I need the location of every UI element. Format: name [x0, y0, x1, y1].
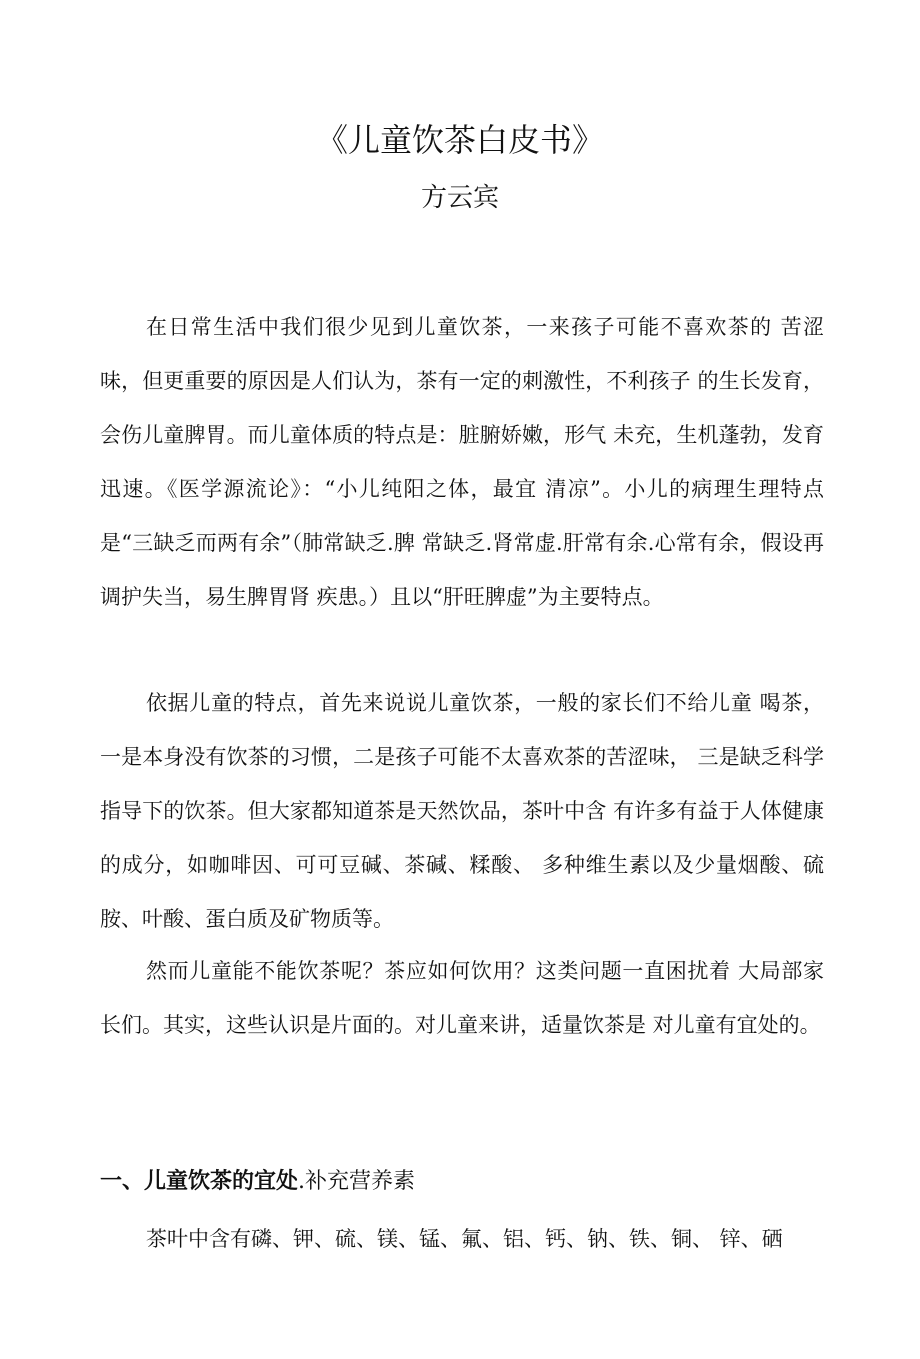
paragraph-2: 依据儿童的特点，首先来说说儿童饮茶，一般的家长们不给儿童 喝茶，一是本身没有饮茶的习惯，二是孩子可能不太喜欢茶的苦涩味， 三是缺乏科学指导下的饮茶。但大家都知道茶是天然饮品，茶叶中含 有许多有益于人体健康的成分，如咖啡因、可可豆碱、茶碱、糅酸、 多种维生素以及少量烟酸、硫胺、叶酸、蛋白质及矿物质等。: [100, 691, 824, 931]
paragraph-3: 然而儿童能不能饮茶呢？茶应如何饮用？这类问题一直困扰着 大局部家长们。其实，这些认识是片面的。对儿童来讲，适量饮茶是 对儿童有宜处的。: [100, 959, 824, 1037]
section-heading: [100, 1160, 824, 1204]
paragraph-1: 在日常生活中我们很少见到儿童饮茶，一来孩子可能不喜欢茶的 苦涩味，但更重要的原因是人们认为，茶有一定的刺激性，不利孩子 的生长发育，会伤儿童脾胃。而儿童体质的特点是：脏腑娇嫩，形气 未充，生机蓬勃，发育迅速。《医学源流论》：“小儿纯阳之体，最宜 清凉”。小儿的病理生理特点是“三缺乏而两有余”（肺常缺乏.脾 常缺乏.肾常虚.肝常有余.心常有余，假设再调护失当，易生脾胃肾 疾患。）且以“肝旺脾虚”为主要特点。: [100, 315, 824, 609]
section-paragraph: 茶叶中含有磷、钾、硫、镁、锰、氟、铝、钙、钠、铁、铜、 锌、硒: [146, 1227, 783, 1251]
document-author: 方云宾: [420, 183, 499, 213]
section-heading-bold: 一、儿童饮茶的宜处: [100, 1169, 299, 1194]
section-heading-rest: .补充营养素: [298, 1169, 416, 1194]
document-title: 《儿童饮茶白皮书》: [315, 121, 604, 159]
